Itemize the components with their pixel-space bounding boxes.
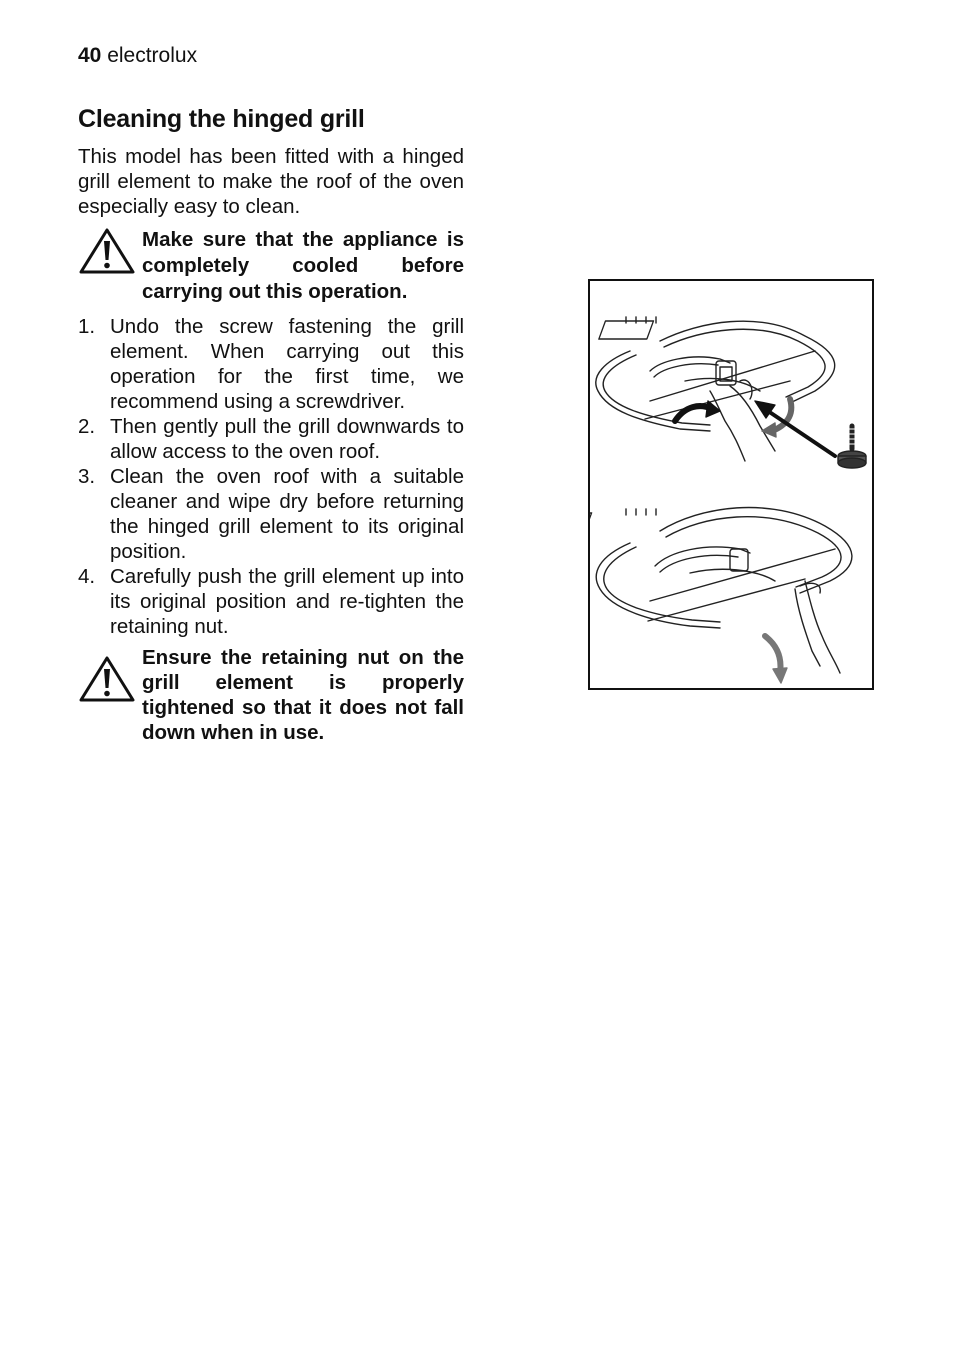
warning-triangle-icon [78, 655, 136, 703]
warning-text-nut: Ensure the retaining nut on the grill element is properly tightened so that it does not fall down when in use. [142, 646, 464, 744]
warning-triangle-icon [78, 227, 136, 275]
arrow-icon [765, 636, 787, 683]
page-number: 40 [78, 44, 102, 67]
screw-icon [838, 426, 866, 468]
grill-element-bottom [590, 507, 852, 673]
intro-paragraph: This model has been fitted with a hinged grill element to make the roof of the oven especially easy to clean. [78, 145, 464, 218]
list-item: 2. Then gently pull the grill downwards to allow access to the oven roof. [78, 415, 464, 463]
section-title: Cleaning the hinged grill [78, 105, 365, 133]
list-item: 1. Undo the screw fastening the grill element. When carrying out this operation for the first time, we recommend using a screwdriver. [78, 315, 464, 413]
brand-name: electrolux [107, 44, 198, 67]
list-item: 4. Carefully push the grill element up into its original position and re-tighten the retaining nut. [78, 565, 464, 638]
warning-text-cooled: Make sure that the appliance is completely cooled before carrying out this operation. [142, 228, 464, 303]
page-header [78, 44, 197, 68]
list-item: 3. Clean the oven roof with a suitable cleaner and wipe dry before returning the hinged grill element to its original position. [78, 465, 464, 563]
grill-illustration [588, 279, 874, 690]
grill-element-top [596, 317, 835, 461]
instruction-steps [78, 314, 464, 639]
grill-drawing [590, 281, 872, 688]
arrow-icon [675, 399, 835, 456]
